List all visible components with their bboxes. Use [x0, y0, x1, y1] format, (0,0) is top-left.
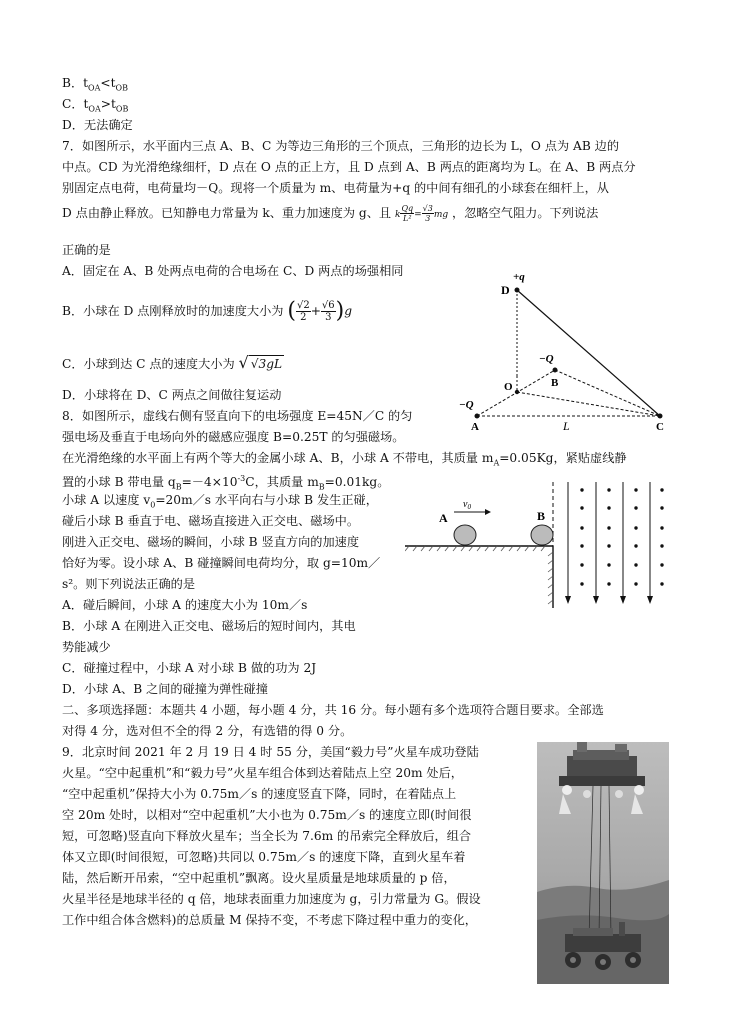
question-9-text: 短，可忽略)竖直向下释放火星车；当全长为 7.6m 的吊索完全释放后，组合 [62, 829, 472, 843]
ball-b [531, 525, 553, 545]
question-9-text: 陆，然后断开吊索，“空中起重机”飘离。设火星质量是地球质量的 p 倍， [62, 871, 456, 885]
question-7-figure [455, 268, 675, 433]
point-b [553, 368, 558, 373]
question-7-text: D 点由静止释放。已知静电力常量为 k、重力加速度为 g、且 k $\frac{Qq}{\text{L²}}$ = $\frac{√3}{3}$ mg ，忽略空气阻力。下列说法 [62, 204, 599, 223]
option-line: D．无法确定 [62, 118, 133, 132]
side-bc [555, 370, 660, 416]
label-l: L [563, 419, 570, 433]
ground-hatch [405, 546, 545, 551]
question-8-text: s²。则下列说法正确的是 [62, 577, 196, 591]
option-8-b-cont: 势能减少 [62, 640, 111, 654]
question-7-text: 7．如图所示，水平面内三点 A、B、C 为等边三角形的三个顶点，三角形的边长为 L，O 点为 AB 边的 [62, 139, 620, 153]
label-a: A [471, 421, 479, 433]
question-9-text: 火星半径是地球半径的 q 倍，地球表面重力加速度为 g，引力常量为 G。假设 [62, 892, 481, 906]
point-c [658, 414, 663, 419]
question-9-text: 空 20m 处时，以相对“空中起重机”大小也为 0.75m／s 的速度立即(时间很 [62, 808, 472, 822]
wall-hatch [548, 552, 553, 604]
point-o [515, 390, 519, 394]
question-8-text: 刚进入正交电、磁场的瞬间，小球 B 竖直方向的加速度 [62, 535, 360, 549]
question-8-text: 强电场及垂直于电场向外的磁感应强度 B=0.25T 的匀强磁场。 [62, 430, 405, 444]
option-7-b: B．小球在 D 点刚释放时的加速度大小为 ( $\frac{√2}{2}$ + $\frac{√6}{3}$ )g [62, 298, 353, 324]
label-neg-q-b: −Q [539, 353, 554, 365]
section-2-heading: 对得 4 分，选对但不全的得 2 分，有选错的得 0 分。 [62, 724, 353, 738]
question-8-text: 8．如图所示，虚线右侧有竖直向下的电场强度 E=45N／C 的匀 [62, 409, 413, 423]
formula-kqq: k $\frac{Qq}{\text{L²}}$ = $\frac{√3}{3}$ mg [394, 204, 449, 223]
question-8-figure [405, 480, 670, 610]
question-9-text: 火星。“空中起重机”和“毅力号”火星车组合体到达着陆点上空 20m 处后， [62, 766, 463, 780]
label-b: B [551, 377, 559, 389]
question-7-text: 正确的是 [62, 243, 111, 257]
label-plus-q: +q [513, 271, 525, 283]
section-2-heading: 二、多项选择题：本题共 4 小题，每小题 4 分，共 16 分。每小题有多个选项符合题目要求。全部选 [62, 703, 604, 717]
question-9-text: 体又立即(时间很短，可忽略)共同以 0.75m／s 的速度下降，直到火星车着 [62, 850, 466, 864]
option-8-d: D．小球 A、B 之间的碰撞为弹性碰撞 [62, 682, 268, 696]
ball-a [454, 525, 476, 545]
question-7-text: 中点。CD 为光滑绝缘细杆，D 点在 O 点的正上方，且 D 点到 A、B 两点的距离均为 L。在 A、B 两点分 [62, 160, 636, 174]
question-8-text: 恰好为零。设小球 A、B 碰撞瞬间电荷均分，取 g=10m／ [62, 556, 381, 570]
question-8-text: 置的小球 B 带电量 $q_B=-4\times 10^{-3}C$，其质量 $m_B=0.01kg$。 [62, 474, 390, 492]
label-b: B [537, 509, 546, 523]
label-c: C [656, 421, 664, 433]
question-9-text: “空中起重机”保持大小为 0.75m／s 的速度竖直下降，同时，在着陆点上 [62, 787, 457, 801]
formula-accel: ( $\frac{√2}{2}$ + $\frac{√6}{3}$ )g [287, 298, 353, 324]
option-8-c: C．碰撞过程中，小球 A 对小球 B 做的功为 2J [62, 661, 317, 675]
option-8-a: A．碰后瞬间，小球 A 的速度大小为 10m／s [62, 598, 308, 612]
label-o: O [504, 381, 513, 393]
option-7-c: C．小球到达 C 点的速度大小为 √ √3gL [62, 353, 283, 372]
velocity-label: $v_0$ [463, 499, 471, 511]
point-d [515, 288, 520, 293]
question-9-text: 9．北京时间 2021 年 2 月 19 日 4 时 55 分，美国“毅力号”火星车成功登陆 [62, 745, 479, 759]
magnetic-field-dots [580, 488, 663, 585]
label-neg-q-a: −Q [459, 399, 474, 411]
question-8-text: 在光滑绝缘的水平面上有两个等大的金属小球 A、B，小球 A 不带电，其质量 $m_A=0.05Kg$，紧贴虚线静 [62, 451, 627, 468]
line-oc [517, 392, 660, 416]
formula-velocity: √ √3gL [238, 353, 283, 372]
skycrane-photo [537, 742, 669, 984]
point-a [475, 414, 480, 419]
option-line: C．$t_{OA}>t_{OB}$ [62, 97, 129, 114]
option-7-d: D．小球将在 D、C 两点之间做往复运动 [62, 388, 282, 402]
question-8-text: 小球 A 以速度 $v_0=20m/s$ 水平向右与小球 B 发生正碰， [62, 493, 378, 510]
question-9-text: 工作中组合体含燃料)的总质量 M 保持不变，不考虑下降过程中重力的变化， [62, 913, 477, 927]
electric-field-arrowheads [565, 596, 653, 604]
velocity-arrowhead [485, 509, 491, 515]
label-a: A [439, 511, 448, 525]
option-line: B．$t_{OA}<t_{OB}$ [62, 76, 128, 93]
electric-field-lines [568, 482, 650, 598]
option-8-b: B．小球 A 在刚进入正交电、磁场后的短时间内，其电 [62, 619, 356, 633]
option-7-a: A．固定在 A、B 处两点电荷的合电场在 C、D 两点的场强相同 [62, 264, 404, 278]
question-7-text: 别固定点电荷，电荷量均－Q。现将一个质量为 m、电荷量为+q 的中间有细孔的小球套在细杆上，从 [62, 181, 609, 195]
question-8-text: 碰后小球 B 垂直于电、磁场直接进入正交电、磁场中。 [62, 514, 360, 528]
label-d: D [501, 283, 510, 297]
